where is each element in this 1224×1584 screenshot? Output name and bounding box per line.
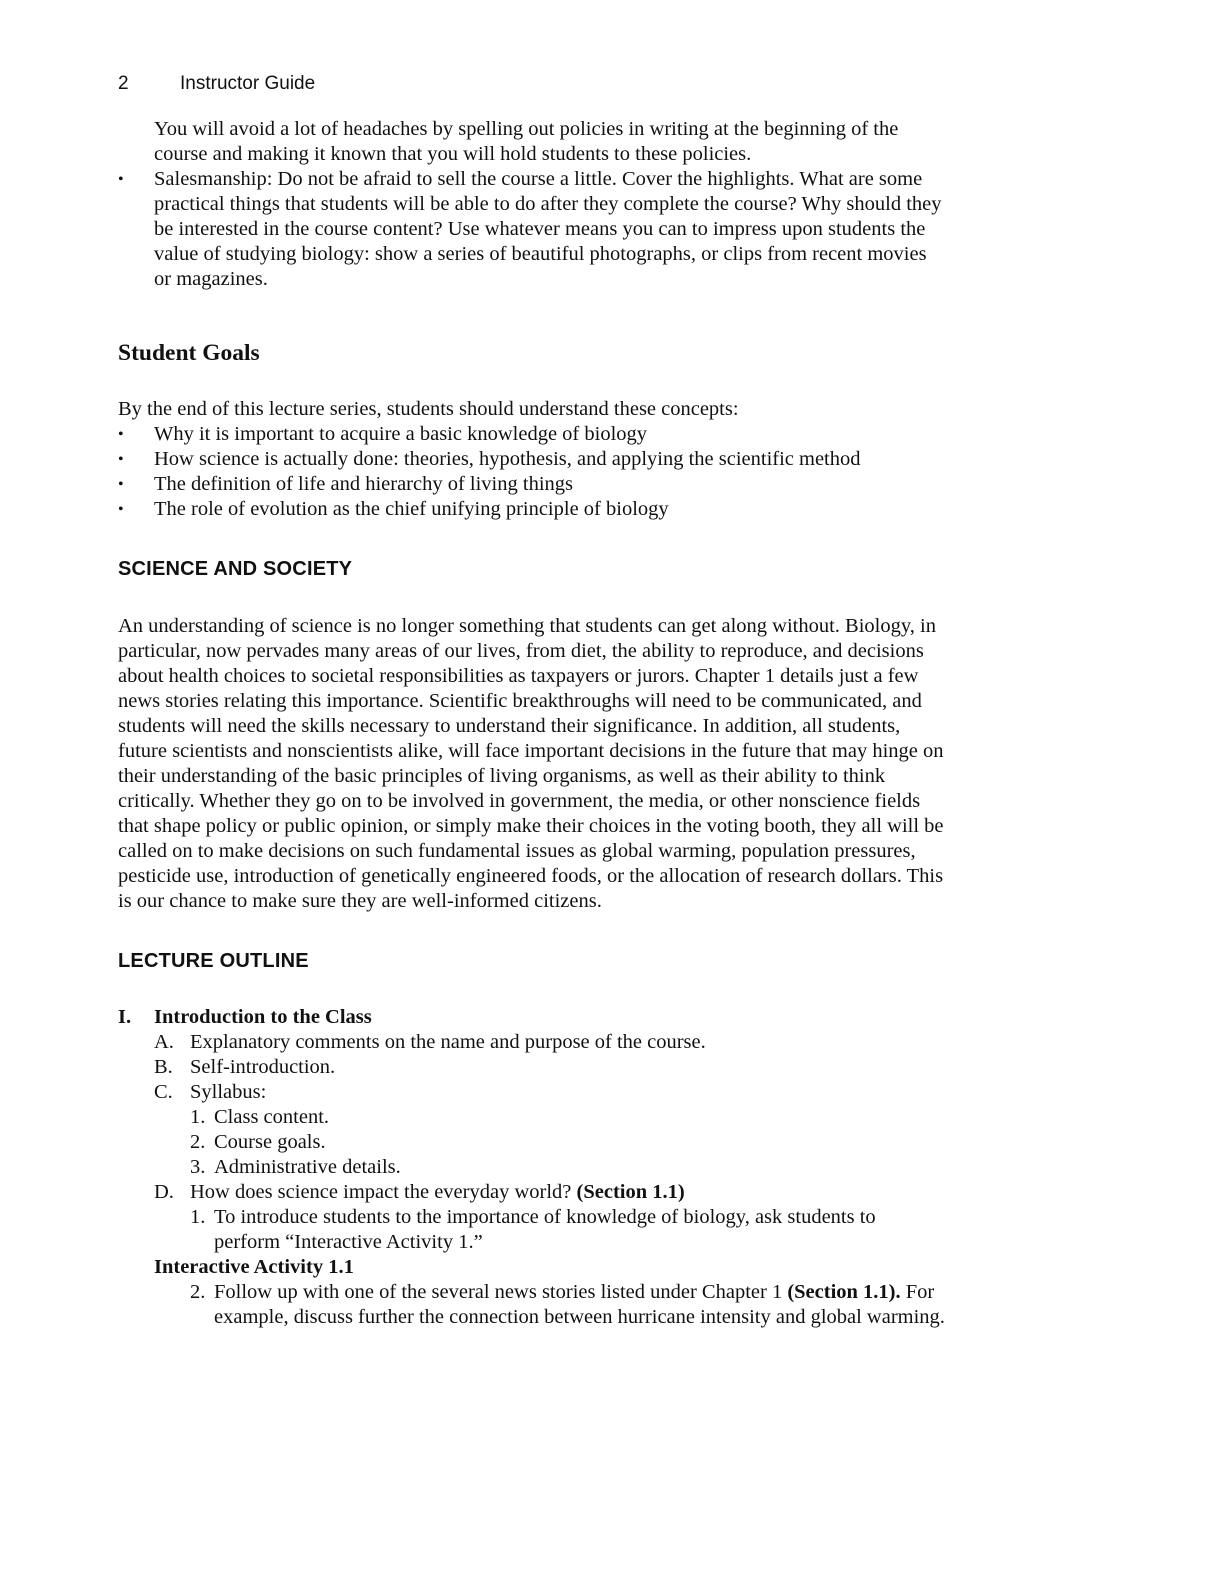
- list-item: [118, 167, 1008, 292]
- text-line: value of studying biology: show a series of beautiful photographs, or clips from recent movies: [154, 243, 927, 265]
- student-goals-list: [118, 422, 998, 522]
- outline-text: Course goals.: [214, 1131, 326, 1153]
- outline-marker: 2.: [190, 1281, 206, 1303]
- outline-marker: A.: [154, 1031, 174, 1053]
- outline-item-C1: [118, 1105, 1018, 1130]
- outline-item-C3: [118, 1155, 1018, 1180]
- text-line: An understanding of science is no longer something that students can get along without. Biology, in: [118, 615, 936, 637]
- running-title: Instructor Guide: [180, 73, 316, 94]
- list-item: • The role of evolution as the chief unifying principle of biology: [118, 497, 998, 522]
- outline-marker: 3.: [190, 1156, 206, 1178]
- text-line: that shape policy or public opinion, or simply make their choices in the voting booth, they all will be: [118, 815, 944, 837]
- outline-text: Syllabus:: [190, 1081, 267, 1103]
- text-line: their understanding of the basic principles of living organisms, as well as their ability to think: [118, 765, 886, 787]
- outline-text-main: Follow up with one of the several news stories listed under Chapter 1: [214, 1281, 788, 1303]
- outline-text: [214, 1280, 934, 1305]
- outline-marker: 1.: [190, 1106, 206, 1128]
- text-line: is our chance to make sure they are well-informed citizens.: [118, 890, 602, 912]
- outline-text-main: How does science impact the everyday world?: [190, 1181, 577, 1203]
- outline-text: Explanatory comments on the name and purpose of the course.: [190, 1031, 706, 1053]
- list-item: • Why it is important to acquire a basic knowledge of biology: [118, 422, 998, 447]
- outline-text: Self-introduction.: [190, 1056, 336, 1078]
- outline-text: perform “Interactive Activity 1.”: [214, 1231, 483, 1253]
- text-line: critically. Whether they go on to be involved in government, the media, or other nonscience fields: [118, 790, 921, 812]
- text-line: news stories relating this importance. Scientific breakthroughs will need to be communicated, and: [118, 690, 922, 712]
- outline-item-D2: [118, 1280, 1018, 1305]
- list-item: • The definition of life and hierarchy of living things: [118, 472, 998, 497]
- text-line: future scientists and nonscientists alike, will face important decisions in the future that may hinge on: [118, 740, 944, 762]
- outline-item-C2: [118, 1130, 1018, 1155]
- page-number: 2: [118, 73, 129, 94]
- text-line: called on to make decisions on such fundamental issues as global warming, population pressures,: [118, 840, 916, 862]
- list-item: • How science is actually done: theories, hypothesis, and applying the scientific method: [118, 447, 998, 472]
- lecture-outline-heading: LECTURE OUTLINE: [118, 950, 309, 972]
- interactive-activity-label-row: [118, 1255, 1018, 1280]
- outline-item-D1-cont: [118, 1230, 1018, 1255]
- continued-bullet-text: [154, 117, 1004, 167]
- outline-marker: C.: [154, 1081, 173, 1103]
- section-reference: (Section 1.1).: [787, 1281, 901, 1303]
- outline-marker: 1.: [190, 1206, 206, 1228]
- lecture-outline: [118, 1005, 1018, 1330]
- outline-item-D2-cont: [118, 1305, 1018, 1330]
- outline-text-tail: For: [900, 1281, 935, 1303]
- science-and-society-paragraph: [118, 614, 998, 914]
- text-line: You will avoid a lot of headaches by spelling out policies in writing at the beginning of the: [154, 118, 899, 140]
- student-goals-intro: By the end of this lecture series, students should understand these concepts:: [118, 398, 739, 420]
- text-line: or magazines.: [154, 268, 268, 290]
- interactive-activity-label: Interactive Activity 1.1: [154, 1256, 354, 1278]
- text-line: course and making it known that you will hold students to these policies.: [154, 143, 752, 165]
- outline-marker: B.: [154, 1056, 173, 1078]
- outline-marker: D.: [154, 1181, 174, 1203]
- text-line: be interested in the course content? Use whatever means you can to impress upon students the: [154, 218, 926, 240]
- outline-text: To introduce students to the importance of knowledge of biology, ask students to: [214, 1206, 876, 1228]
- outline-section-I: [118, 1005, 1018, 1030]
- outline-item-A: [118, 1030, 1018, 1055]
- text-line: pesticide use, introduction of genetically engineered foods, or the allocation of research dollars. This: [118, 865, 944, 887]
- section-reference: (Section 1.1): [576, 1181, 685, 1203]
- outline-marker: I.: [118, 1006, 132, 1028]
- text-line: students will need the skills necessary to understand their significance. In addition, all students,: [118, 715, 901, 737]
- text-line: particular, now pervades many areas of our lives, from diet, the ability to reproduce, and decisions: [118, 640, 924, 662]
- outline-item-D1: [118, 1205, 1018, 1230]
- salesmanship-bullet: [118, 167, 1008, 292]
- text-line: about health choices to societal responsibilities as taxpayers or jurors. Chapter 1 details just a few: [118, 665, 919, 687]
- outline-text: Administrative details.: [214, 1156, 401, 1178]
- student-goals-heading: Student Goals: [118, 340, 260, 366]
- outline-item-B: [118, 1055, 1018, 1080]
- outline-text: example, discuss further the connection between hurricane intensity and global warming.: [214, 1306, 945, 1328]
- outline-marker: 2.: [190, 1131, 206, 1153]
- text-line: practical things that students will be able to do after they complete the course? Why should they: [154, 193, 942, 215]
- page-header: [118, 72, 315, 96]
- outline-text: [190, 1180, 685, 1205]
- text-line: • Salesmanship: Do not be afraid to sell the course a little. Cover the highlights. What are some: [154, 168, 923, 190]
- outline-text: Class content.: [214, 1106, 330, 1128]
- outline-item-D: [118, 1180, 1018, 1205]
- science-and-society-heading: SCIENCE AND SOCIETY: [118, 558, 353, 580]
- outline-item-C: [118, 1080, 1018, 1105]
- outline-section-title: Introduction to the Class: [154, 1006, 372, 1028]
